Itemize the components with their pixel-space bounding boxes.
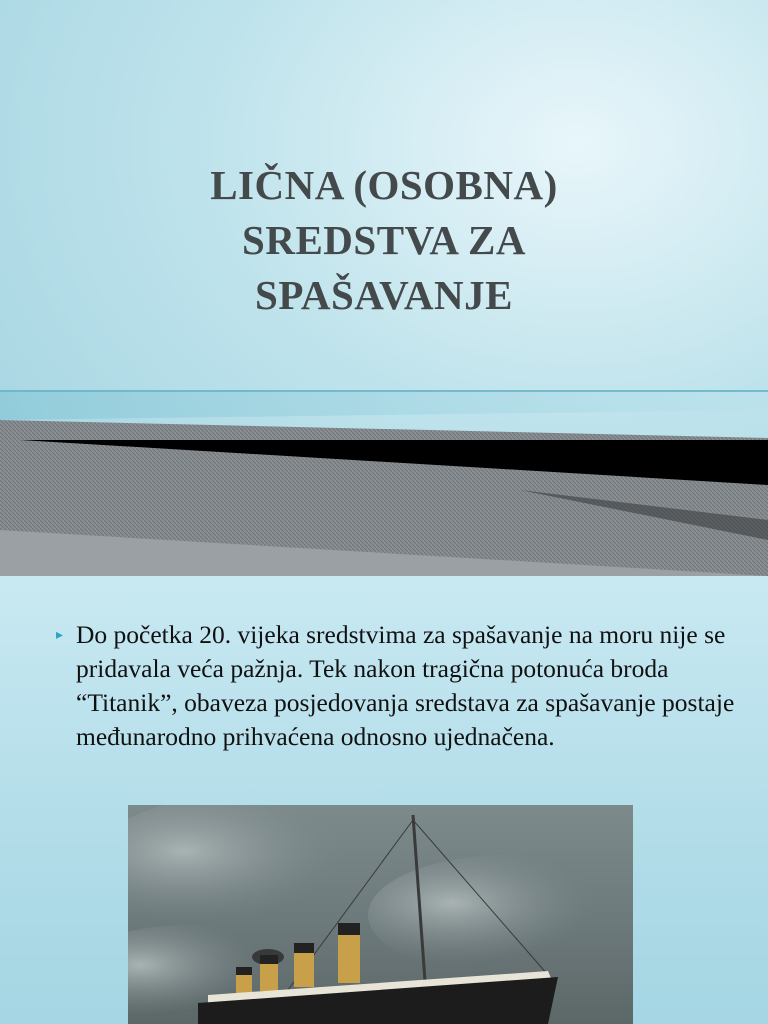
slide-title [120,158,648,323]
light-band [0,392,768,420]
ship-funnel-top [294,943,314,953]
bullet-text: Do početka 20. vijeka sredstvima za spašavanje na moru nije se pridavala veća pažnja. Tek nakon tragična potonuća broda “Titanik”, obaveza posjedovanja sredstava za spašavanje postaje međunarodno prihvaćena odnosno ujednačena. [76,620,735,751]
title-line-3: SPAŠAVANJE [255,272,513,318]
title-line-2: SREDSTVA ZA [242,217,526,263]
triangle-bullet-icon: ▸ [56,628,64,643]
ship-funnel-top [260,955,278,964]
title-line-1: LIČNA (OSOBNA) [210,162,558,208]
ship-funnel-top [236,967,252,975]
ship-funnel-top [338,923,360,935]
titanik-photo [128,805,633,1024]
decorative-bands [0,380,768,576]
bullet-item [56,618,756,754]
